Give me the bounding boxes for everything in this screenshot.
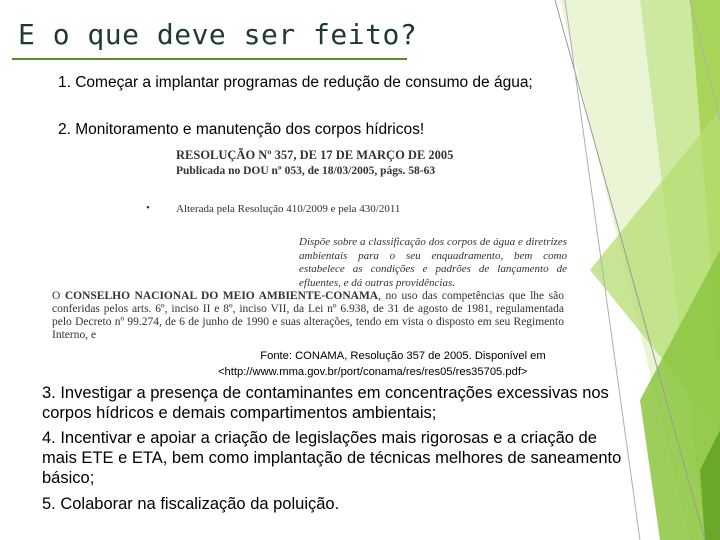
preamble-body: , no uso das competências que lhe são conferidas pelos arts. 6º, inciso II e 8º, inciso VII, da Lei nº 6.938, de 31 de agosto de 1981, regulamentada pelo Decreto nº 99.274, de 6 de junho de 1990 e suas alterações, tendo em vista o disposto em seu Regimento Interno, e	[52, 290, 564, 341]
page-title: E o que deve ser feito?	[18, 18, 418, 51]
ementa-text: Dispõe sobre a classificação dos corpos de água e diretrizes ambientais para o seu enquadramento, bem como estabelece as condições e padrões de lançamento de efluentes, e dá outras providências.	[299, 236, 567, 289]
list-item-3: 3. Investigar a presença de contaminantes em concentrações excessivas nos corpos hídricos e demais compartimentos ambientais;	[42, 384, 609, 422]
list-item-1: 1. Começar a implantar programas de redução de consumo de água;	[58, 74, 533, 91]
list-item-4: 4. Incentivar e apoiar a criação de legislações mais rigorosas e a criação de mais ETE e ETA, bem como implantação de técnicas melhores de saneamento básico;	[42, 429, 622, 487]
list-item-2: 2. Monitoramento e manutenção dos corpos hídricos!	[58, 121, 425, 138]
preamble	[52, 290, 564, 342]
bullet-icon: •	[146, 202, 150, 214]
source-caption	[218, 348, 588, 380]
resolution-header: RESOLUÇÃO Nº 357, DE 17 DE MARÇO DE 2005	[176, 148, 454, 162]
publication-line: Publicada no DOU nº 053, de 18/03/2005, págs. 58-63	[176, 165, 436, 177]
title-underline	[12, 58, 407, 60]
preamble-council-name: CONSELHO NACIONAL DO MEIO AMBIENTE-CONAMA	[64, 290, 379, 302]
preamble-text	[52, 290, 564, 342]
list-item-5: 5. Colaborar na fiscalização da poluição.	[42, 495, 340, 513]
resolution-document-image	[52, 140, 570, 352]
source-caption-line-1: Fonte: CONAMA, Resolução 357 de 2005. Disponível em	[260, 350, 546, 362]
source-caption-url: <http://www.mma.gov.br/port/conama/res/res05/res35705.pdf>	[218, 366, 528, 378]
amendment-line: Alterada pela Resolução 410/2009 e pela 430/2011	[176, 203, 401, 215]
preamble-lead: O	[52, 290, 65, 302]
